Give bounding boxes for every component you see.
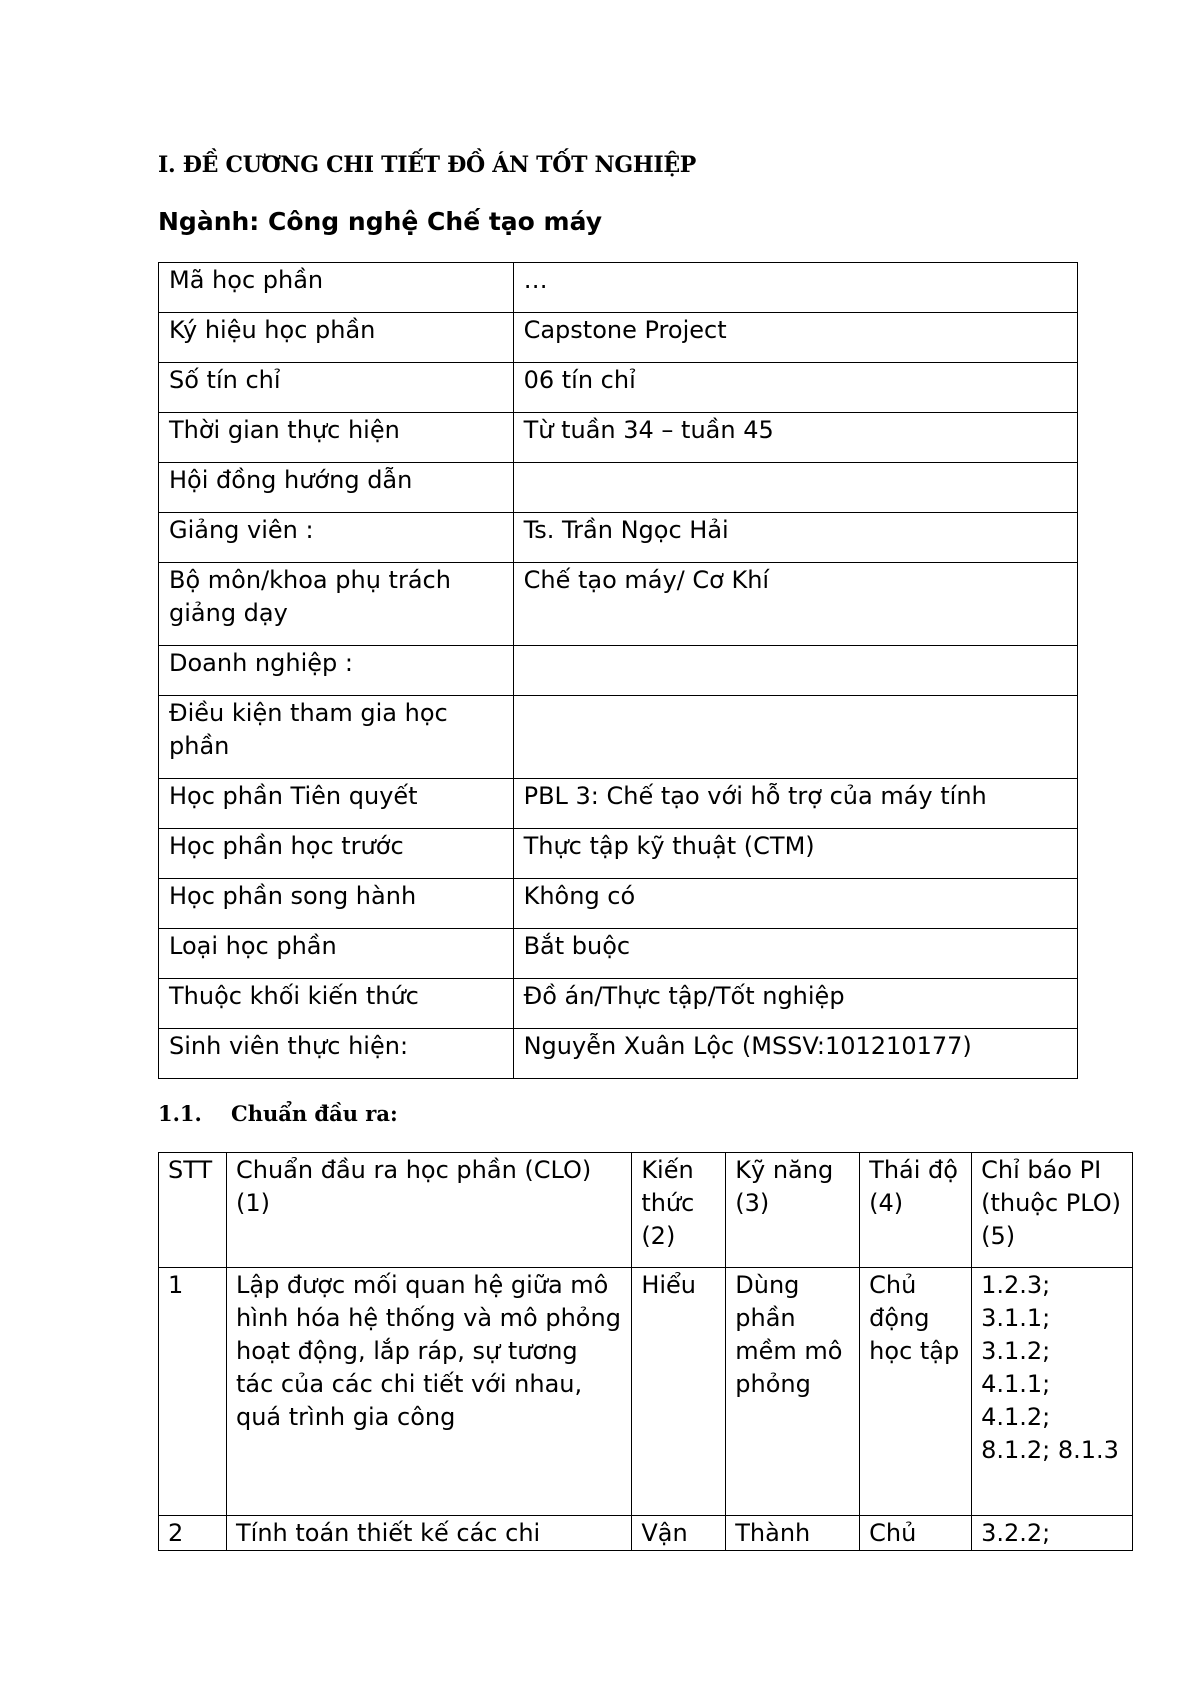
info-value (513, 646, 1077, 696)
info-value: Chế tạo máy/ Cơ Khí (513, 563, 1077, 646)
header-knowledge: Kiến thức (2) (632, 1153, 726, 1268)
info-row (159, 979, 1078, 1029)
info-value: Không có (513, 879, 1077, 929)
info-value: Nguyễn Xuân Lộc (MSSV:101210177) (513, 1029, 1077, 1079)
page-title: I. ĐỀ CƯƠNG CHI TIẾT ĐỒ ÁN TỐT NGHIỆP (158, 152, 697, 178)
info-row (159, 829, 1078, 879)
info-value: Từ tuần 34 – tuần 45 (513, 413, 1077, 463)
info-value: … (513, 263, 1077, 313)
header-clo: Chuẩn đầu ra học phần (CLO) (1) (226, 1153, 631, 1268)
info-value: Ts. Trần Ngọc Hải (513, 513, 1077, 563)
info-row (159, 413, 1078, 463)
clo-stt: 2 (159, 1516, 227, 1551)
info-value: PBL 3: Chế tạo với hỗ trợ của máy tính (513, 779, 1077, 829)
info-row (159, 263, 1078, 313)
info-label: Học phần song hành (159, 879, 514, 929)
info-label: Học phần học trước (159, 829, 514, 879)
clo-row (159, 1268, 1133, 1516)
clo-knowledge: Hiểu (632, 1268, 726, 1516)
info-label: Mã học phần (159, 263, 514, 313)
header-skill: Kỹ năng (3) (726, 1153, 860, 1268)
info-label: Thuộc khối kiến thức (159, 979, 514, 1029)
info-row (159, 463, 1078, 513)
info-label: Sinh viên thực hiện: (159, 1029, 514, 1079)
info-value: Bắt buộc (513, 929, 1077, 979)
section-title: Chuẩn đầu ra: (231, 1101, 398, 1126)
clo-knowledge: Vận (632, 1516, 726, 1551)
info-label: Giảng viên : (159, 513, 514, 563)
clo-attitude: Chủ (860, 1516, 972, 1551)
info-value: Đồ án/Thực tập/Tốt nghiệp (513, 979, 1077, 1029)
info-value: Capstone Project (513, 313, 1077, 363)
clo-stt: 1 (159, 1268, 227, 1516)
info-row (159, 513, 1078, 563)
info-row (159, 363, 1078, 413)
info-row (159, 313, 1078, 363)
clo-skill: Thành (726, 1516, 860, 1551)
clo-pi: 3.2.2; (972, 1516, 1133, 1551)
info-row (159, 929, 1078, 979)
section-number: 1.1. (158, 1101, 202, 1126)
info-label: Điều kiện tham gia học phần (159, 696, 514, 779)
clo-attitude: Chủ động học tập (860, 1268, 972, 1516)
course-info-table (158, 262, 1078, 1079)
info-label: Hội đồng hướng dẫn (159, 463, 514, 513)
info-row (159, 879, 1078, 929)
info-label: Số tín chỉ (159, 363, 514, 413)
info-row (159, 696, 1078, 779)
info-value: 06 tín chỉ (513, 363, 1077, 413)
info-value (513, 696, 1077, 779)
header-pi: Chỉ báo PI (thuộc PLO) (5) (972, 1153, 1133, 1268)
major-heading: Ngành: Công nghệ Chế tạo máy (158, 207, 603, 236)
info-label: Loại học phần (159, 929, 514, 979)
info-label: Ký hiệu học phần (159, 313, 514, 363)
info-label: Bộ môn/khoa phụ trách giảng dạy (159, 563, 514, 646)
clo-description: Lập được mối quan hệ giữa mô hình hóa hệ thống và mô phỏng hoạt động, lắp ráp, sự tương tác của các chi tiết với nhau, quá trình gia công (226, 1268, 631, 1516)
info-row (159, 1029, 1078, 1079)
clo-skill: Dùng phần mềm mô phỏng (726, 1268, 860, 1516)
header-attitude: Thái độ (4) (860, 1153, 972, 1268)
info-value: Thực tập kỹ thuật (CTM) (513, 829, 1077, 879)
header-stt: STT (159, 1153, 227, 1268)
info-row (159, 646, 1078, 696)
section-heading-learning-outcomes (158, 1101, 398, 1126)
info-label: Doanh nghiệp : (159, 646, 514, 696)
clo-header-row (159, 1153, 1133, 1268)
info-row (159, 563, 1078, 646)
clo-pi: 1.2.3; 3.1.1; 3.1.2; 4.1.1; 4.1.2; 8.1.2; 8.1.3 (972, 1268, 1133, 1516)
clo-row (159, 1516, 1133, 1551)
info-value (513, 463, 1077, 513)
info-label: Thời gian thực hiện (159, 413, 514, 463)
learning-outcomes-table (158, 1152, 1133, 1551)
clo-description: Tính toán thiết kế các chi (226, 1516, 631, 1551)
info-row (159, 779, 1078, 829)
info-label: Học phần Tiên quyết (159, 779, 514, 829)
